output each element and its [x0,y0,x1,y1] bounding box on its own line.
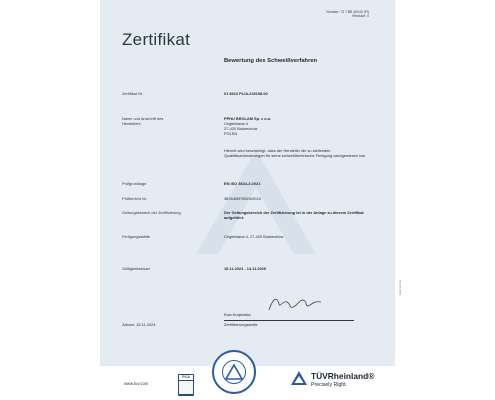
certification-statement: Hiermit wird bescheinigt, dass der Hersteller die zu stellenden Qualitätsanforderungen für seine schweißtechnische Fertigung nachgewiesen hat. [224,148,366,158]
revision-number: Revision: 0 [352,14,369,19]
signature-line [224,320,354,321]
certificate-subtitle: Bewertung des Schweißverfahren [224,58,318,64]
manufacturer-country: POLEN [224,131,238,136]
tuv-triangle-icon [290,370,308,386]
certificate-no-value: 01 8610 PL/A-240198.00 [224,91,268,96]
certificate-sheet [100,0,402,400]
manufacturer-street: Cegielniana 4 [224,121,248,126]
document-number-block [326,10,369,19]
manufacturer-city: 27-420 Bodzechów [224,126,258,131]
scope-value: Der Geltungsbereich der Zertifizierung ist in der Anlage zu diesem Zertifikat aufgeführt. [224,210,364,220]
tuv-brand-name: TÜVRheinland® [311,371,375,381]
site-value: Cegielniana 4, 27-420 Bodzechów [224,234,284,239]
signer-name: Ewa Krajewska [224,312,251,317]
scope-label: Geltungsbereich der Zertifizierung [122,210,181,215]
basis-label: Prüfgrundlage [122,181,147,186]
pca-logo [178,374,194,396]
seal-inner-ring [222,360,246,384]
validity-label: Gültigkeitsdauer [122,266,151,271]
report-label: Prüfbericht Nr. [122,196,147,201]
manufacturer-label-1: Name und Anschrift des [122,116,164,121]
place-and-date: Zabrze, 15.11.2024 [122,322,156,327]
manufacturer-address [224,116,271,136]
manufacturer-name: PPHU BROLAM Sp. z o.o. [224,116,272,121]
side-margin-note [399,280,402,295]
seal-triangle-icon [223,361,245,383]
side-note-url: www.tuv.com [399,280,402,296]
pca-emblem [179,381,193,394]
certification-seal [212,350,256,394]
footer-url: www.tuv.com [124,381,149,386]
site-label: Fertigungsstätte [122,234,150,239]
tuv-brand-tagline: Precisely Right. [311,382,348,388]
certificate-title: Zertifikat [122,30,191,49]
certificate-no-label: Zertifikat Nr. [122,91,143,96]
manufacturer-label-2: Herstellers [122,121,141,126]
validity-value: 15.11.2024 - 14.11.2029 [224,266,266,271]
basis-value: EN ISO 3834-2:2021 [224,181,261,186]
document-number: Number: 73 7 BB 40040 (FI) [326,10,369,14]
signer-role: Zertifizierungsstelle [224,322,258,327]
handwritten-signature [265,292,325,316]
report-value: 3834/84978924/2024 [224,196,261,201]
pca-label: PCA [179,375,193,380]
